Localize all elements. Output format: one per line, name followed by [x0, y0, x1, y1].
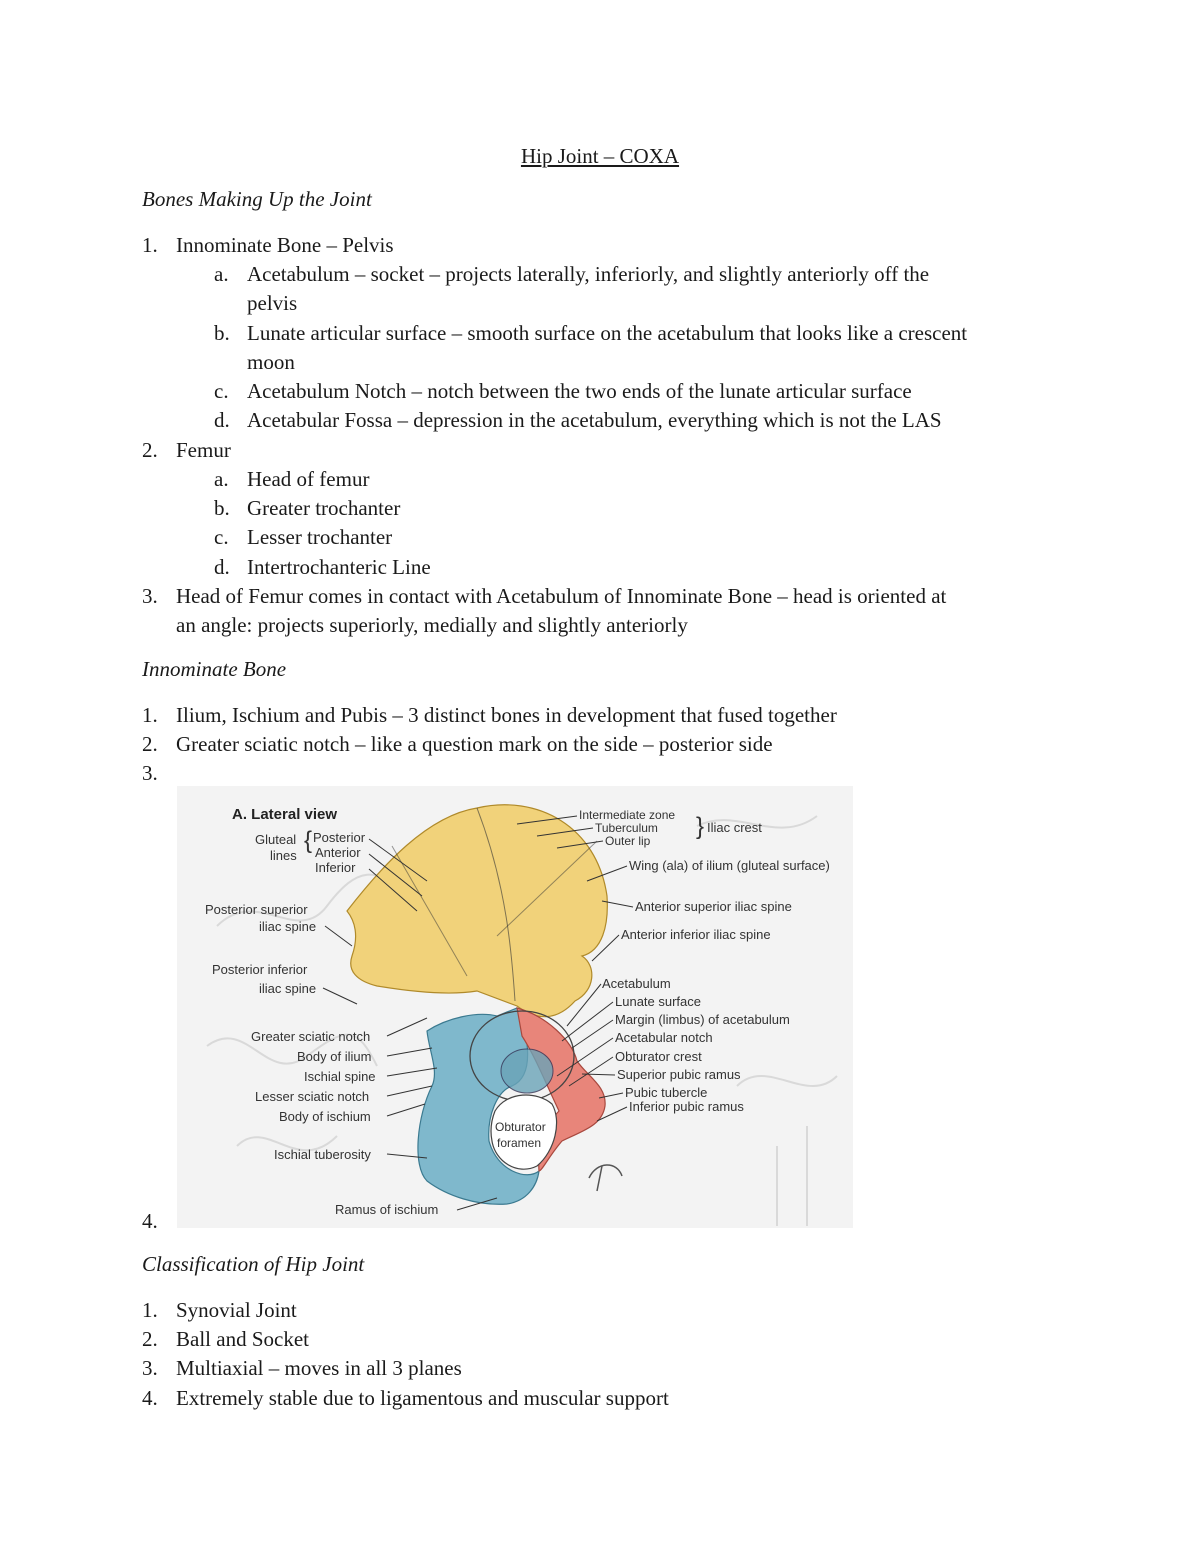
label-tuberculum: Tuberculum [595, 821, 658, 835]
label-intermediate-zone: Intermediate zone [579, 808, 676, 822]
label-aiis: Anterior inferior iliac spine [621, 927, 771, 942]
list-number: 2. [142, 732, 158, 756]
list-letter: b. [214, 321, 230, 345]
label-piis-1: Posterior inferior [212, 962, 308, 977]
label-margin-of-acetabulum: Margin (limbus) of acetabulum [615, 1012, 790, 1027]
label-obturator-crest: Obturator crest [615, 1049, 702, 1064]
label-asis: Anterior superior iliac spine [635, 899, 792, 914]
list-number: 2. [142, 1327, 158, 1351]
list-number: 3. [142, 761, 158, 785]
list-number: 4. [142, 1209, 158, 1233]
label-obturator: Obturator [495, 1120, 546, 1134]
list-item: Ilium, Ischium and Pubis – 3 distinct bones in development that fused together [176, 703, 837, 727]
section-heading-classification: Classification of Hip Joint [142, 1252, 365, 1276]
label-acetabular-notch: Acetabular notch [615, 1030, 713, 1045]
list-item: Head of femur [247, 467, 370, 491]
label-outer-lip: Outer lip [605, 834, 651, 848]
figure-view-title: A. Lateral view [232, 806, 338, 823]
label-iliac-crest: Iliac crest [707, 820, 762, 835]
label-piis-2: iliac spine [259, 981, 317, 996]
list-item-continuation: pelvis [247, 291, 298, 315]
list-item: Intertrochanteric Line [247, 555, 431, 579]
label-lines: lines [270, 848, 297, 863]
list-letter: a. [214, 467, 229, 491]
list-item: Synovial Joint [176, 1298, 297, 1322]
list-item: Head of Femur comes in contact with Acetabulum of Innominate Bone – head is oriented at [176, 584, 947, 608]
label-ischial-spine: Ischial spine [304, 1069, 376, 1084]
label-ramus-of-ischium: Ramus of ischium [335, 1202, 439, 1217]
label-wing-of-ilium: Wing (ala) of ilium (gluteal surface) [629, 858, 830, 873]
pelvis-lateral-view-figure [177, 786, 853, 1228]
label-ischial-tuberosity: Ischial tuberosity [274, 1147, 371, 1162]
list-item: Greater sciatic notch – like a question mark on the side – posterior side [176, 732, 773, 756]
list-letter: b. [214, 496, 230, 520]
label-inferior: Inferior [315, 860, 356, 875]
list-item: Acetabulum – socket – projects laterally, inferiorly, and slightly anteriorly off the [247, 262, 930, 286]
list-letter: a. [214, 262, 229, 286]
label-psis-2: iliac spine [259, 919, 317, 934]
list-item: Ball and Socket [176, 1327, 309, 1351]
list-item-continuation: moon [247, 350, 295, 374]
list-letter: c. [214, 525, 229, 549]
list-number: 1. [142, 1298, 158, 1322]
list-item: Acetabular Fossa – depression in the acetabulum, everything which is not the LAS [247, 408, 942, 432]
pelvis-illustration [177, 786, 853, 1228]
list-item: Acetabulum Notch – notch between the two ends of the lunate articular surface [247, 379, 912, 403]
brace-icon: } [696, 813, 705, 840]
list-number: 2. [142, 438, 158, 462]
label-foramen: foramen [497, 1136, 542, 1150]
label-lesser-sciatic-notch: Lesser sciatic notch [255, 1089, 370, 1104]
label-pubic-tubercle: Pubic tubercle [625, 1085, 708, 1100]
label-posterior: Posterior [313, 830, 366, 845]
list-number: 3. [142, 584, 158, 608]
list-item: Multiaxial – moves in all 3 planes [176, 1356, 462, 1380]
label-superior-pubic-ramus: Superior pubic ramus [617, 1067, 741, 1082]
list-letter: c. [214, 379, 229, 403]
label-lunate-surface: Lunate surface [615, 994, 702, 1009]
list-letter: d. [214, 408, 230, 432]
label-body-of-ischium: Body of ischium [279, 1109, 371, 1124]
list-item: Femur [176, 438, 231, 462]
label-body-of-ilium: Body of ilium [297, 1049, 372, 1064]
list-item: Extremely stable due to ligamentous and muscular support [176, 1386, 669, 1410]
section-heading-innominate: Innominate Bone [142, 657, 287, 681]
label-greater-sciatic-notch: Greater sciatic notch [251, 1029, 371, 1044]
list-item-continuation: an angle: projects superiorly, medially and slightly anteriorly [176, 613, 688, 637]
list-number: 4. [142, 1386, 158, 1410]
list-item: Innominate Bone – Pelvis [176, 233, 394, 257]
section-heading-bones: Bones Making Up the Joint [142, 187, 372, 211]
label-inferior-pubic-ramus: Inferior pubic ramus [629, 1099, 744, 1114]
label-psis-1: Posterior superior [205, 902, 308, 917]
label-anterior: Anterior [315, 845, 361, 860]
list-number: 1. [142, 233, 158, 257]
label-acetabulum: Acetabulum [602, 976, 671, 991]
brace-icon: { [304, 827, 313, 854]
page-title: Hip Joint – COXA [520, 144, 680, 168]
list-letter: d. [214, 555, 230, 579]
list-item: Lunate articular surface – smooth surface on the acetabulum that looks like a crescent [247, 321, 968, 345]
list-number: 1. [142, 703, 158, 727]
list-number: 3. [142, 1356, 158, 1380]
label-gluteal: Gluteal [255, 832, 297, 847]
list-item: Greater trochanter [247, 496, 401, 520]
list-item: Lesser trochanter [247, 525, 393, 549]
